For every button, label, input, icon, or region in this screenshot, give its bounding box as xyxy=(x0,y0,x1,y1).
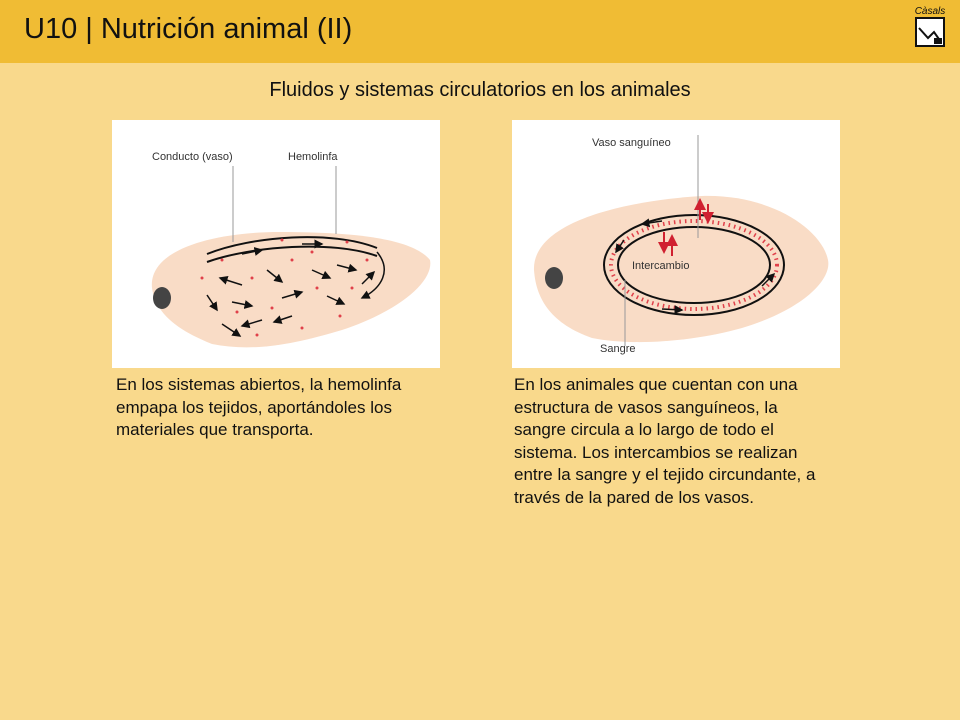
header-bar xyxy=(0,0,960,63)
open-system-caption: En los sistemas abiertos, la hemolinfa empapa los tejidos, aportándoles los materiales que transporta. xyxy=(116,375,402,439)
closed-system-caption: En los animales que cuentan con una estructura de vasos sanguíneos, la sangre circula a lo largo de todo el sistema. Los intercambios se realizan entre la sangre y el tejido circundante, a través de la pared de los vasos. xyxy=(514,375,816,507)
animal-eye xyxy=(153,287,171,309)
open-system-diagram xyxy=(112,120,440,368)
label-blood: Sangre xyxy=(600,343,636,355)
section-subtitle: Fluidos y sistemas circulatorios en los animales xyxy=(269,79,691,101)
animal-eye xyxy=(545,267,563,289)
closed-system-figure xyxy=(512,120,840,368)
label-duct: Conducto (vaso) xyxy=(152,151,233,163)
animal-body xyxy=(152,232,431,347)
page-title: U10 | Nutrición animal (II) xyxy=(24,13,353,45)
logo-text: Càsals xyxy=(914,6,946,17)
open-system-figure xyxy=(112,120,440,368)
label-vessel: Vaso sanguíneo xyxy=(592,137,671,149)
label-exchange: Intercambio xyxy=(632,260,690,272)
closed-system-diagram xyxy=(512,120,840,368)
label-hemolymph: Hemolinfa xyxy=(288,151,338,163)
casals-logo-icon xyxy=(910,4,950,50)
